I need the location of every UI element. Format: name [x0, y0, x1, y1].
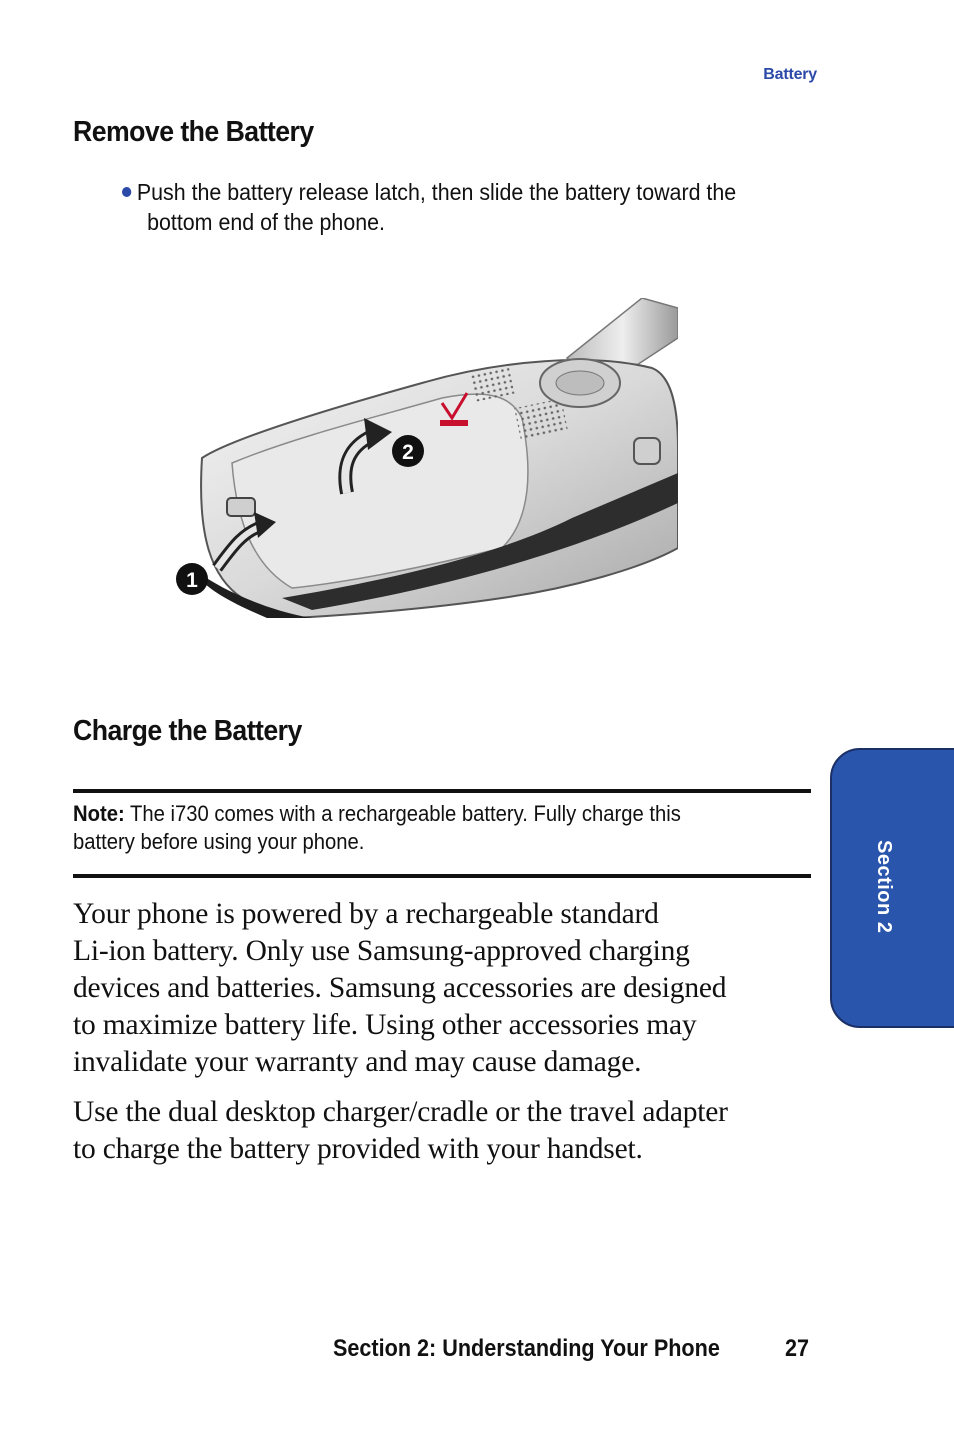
section-tab-label: Section 2: [873, 840, 895, 934]
para1-line: Li-ion battery. Only use Samsung-approved charging: [73, 935, 690, 967]
note-rule-bottom: [73, 874, 811, 878]
body-paragraph-1: [73, 896, 818, 1081]
running-head: Battery: [763, 66, 817, 83]
body-paragraph-2: [73, 1094, 818, 1168]
para2-line: Use the dual desktop charger/cradle or the travel adapter: [73, 1096, 728, 1128]
phone-battery-illustration: [172, 298, 678, 618]
heading-remove-battery: Remove the Battery: [73, 116, 314, 148]
phone-battery-illustration-icon: [172, 298, 678, 618]
bullet-item: [122, 177, 792, 237]
para1-line: invalidate your warranty and may cause damage.: [73, 1046, 642, 1078]
para1-line: to maximize battery life. Using other accessories may: [73, 1009, 697, 1041]
footer-title: Section 2: Understanding Your Phone: [333, 1335, 720, 1362]
note-rule-top: [73, 789, 811, 793]
note-label: Note:: [73, 801, 125, 826]
note-block: [73, 800, 772, 856]
callout-2: 2: [402, 441, 414, 464]
para2-line: to charge the battery provided with your handset.: [73, 1133, 643, 1165]
bullet-text-line2: bottom end of the phone.: [147, 209, 385, 235]
callout-1: 1: [186, 569, 198, 592]
heading-charge-battery: Charge the Battery: [73, 715, 302, 747]
note-text-line2: battery before using your phone.: [73, 829, 365, 854]
bullet-dot-icon: [122, 187, 131, 197]
bullet-text-line1: Push the battery release latch, then slide the battery toward the: [136, 179, 737, 205]
page-number: 27: [785, 1335, 810, 1362]
para1-line: Your phone is powered by a rechargeable standard: [73, 898, 659, 930]
para1-line: devices and batteries. Samsung accessories are designed: [73, 972, 727, 1004]
note-text-line1: The i730 comes with a rechargeable battery. Fully charge this: [124, 801, 681, 826]
